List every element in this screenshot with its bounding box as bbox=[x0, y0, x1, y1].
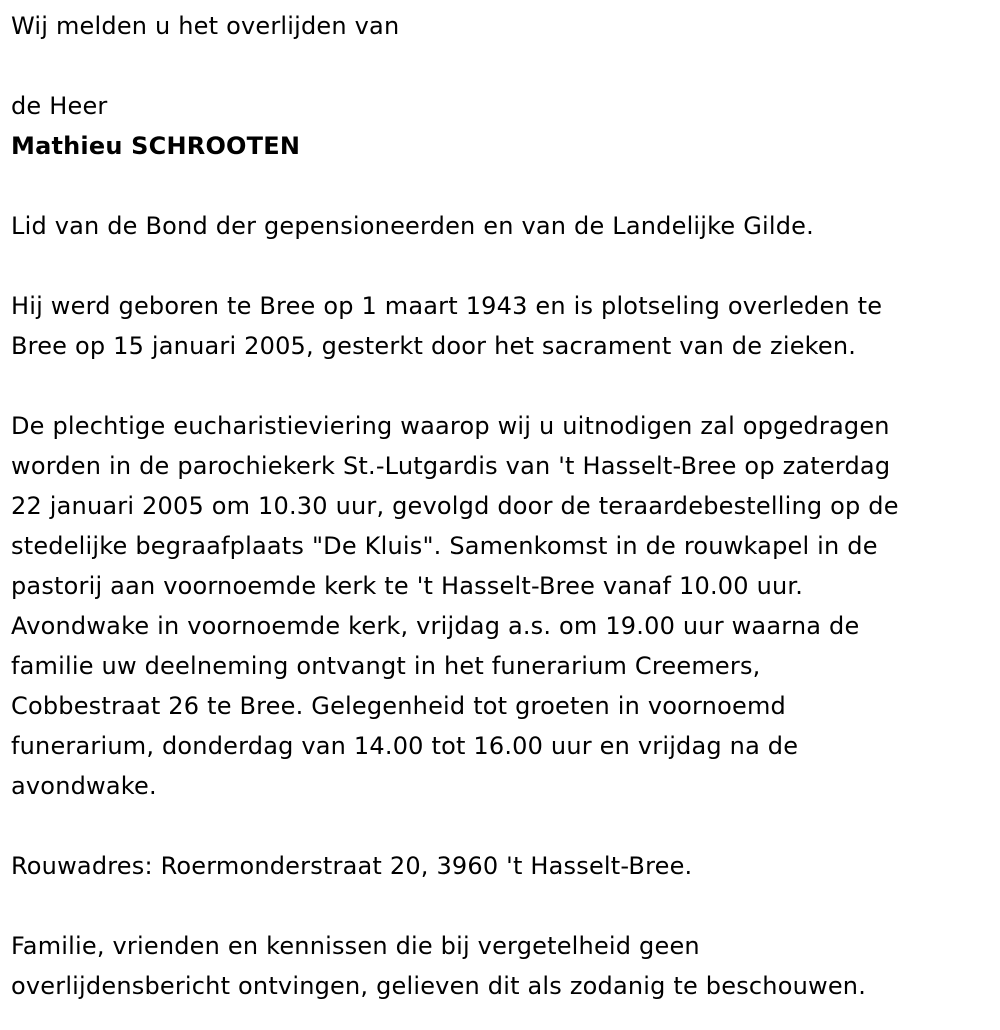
paragraph-line: 22 januari 2005 om 10.30 uur, gevolgd door de teraardebestelling op de bbox=[11, 492, 899, 520]
paragraph-line: pastorij aan voornoemde kerk te 't Hasselt-Bree vanaf 10.00 uur. bbox=[11, 572, 804, 600]
ceremony-paragraph bbox=[11, 406, 991, 806]
paragraph-line: Bree op 15 januari 2005, gesterkt door het sacrament van de zieken. bbox=[11, 332, 857, 360]
paragraph-line: Hij werd geboren te Bree op 1 maart 1943 en is plotseling overleden te bbox=[11, 292, 883, 320]
paragraph-line: Cobbestraat 26 te Bree. Gelegenheid tot groeten in voornoemd bbox=[11, 692, 786, 720]
paragraph-line: overlijdensbericht ontvingen, gelieven dit als zodanig te beschouwen. bbox=[11, 972, 867, 1000]
mourning-address: Rouwadres: Roermonderstraat 20, 3960 't Hasselt-Bree. bbox=[11, 852, 693, 880]
birth-death-paragraph bbox=[11, 286, 991, 366]
deceased-name: Mathieu SCHROOTEN bbox=[11, 132, 301, 160]
paragraph-line: stedelijke begraafplaats "De Kluis". Samenkomst in de rouwkapel in de bbox=[11, 532, 878, 560]
membership-text: Lid van de Bond der gepensioneerden en van de Landelijke Gilde. bbox=[11, 212, 814, 240]
paragraph-line: De plechtige eucharistieviering waarop wij u uitnodigen zal opgedragen bbox=[11, 412, 890, 440]
intro-text: Wij melden u het overlijden van bbox=[11, 12, 400, 40]
paragraph-line: Avondwake in voornoemde kerk, vrijdag a.s. om 19.00 uur waarna de bbox=[11, 612, 860, 640]
death-notice bbox=[11, 6, 991, 1006]
paragraph-line: worden in de parochiekerk St.-Lutgardis van 't Hasselt-Bree op zaterdag bbox=[11, 452, 891, 480]
paragraph-line: familie uw deelneming ontvangt in het funerarium Creemers, bbox=[11, 652, 761, 680]
paragraph-line: funerarium, donderdag van 14.00 tot 16.00 uur en vrijdag na de bbox=[11, 732, 799, 760]
closing-paragraph bbox=[11, 926, 991, 1006]
paragraph-line: Familie, vrienden en kennissen die bij vergetelheid geen bbox=[11, 932, 700, 960]
paragraph-line: avondwake. bbox=[11, 772, 157, 800]
honorific: de Heer bbox=[11, 92, 108, 120]
